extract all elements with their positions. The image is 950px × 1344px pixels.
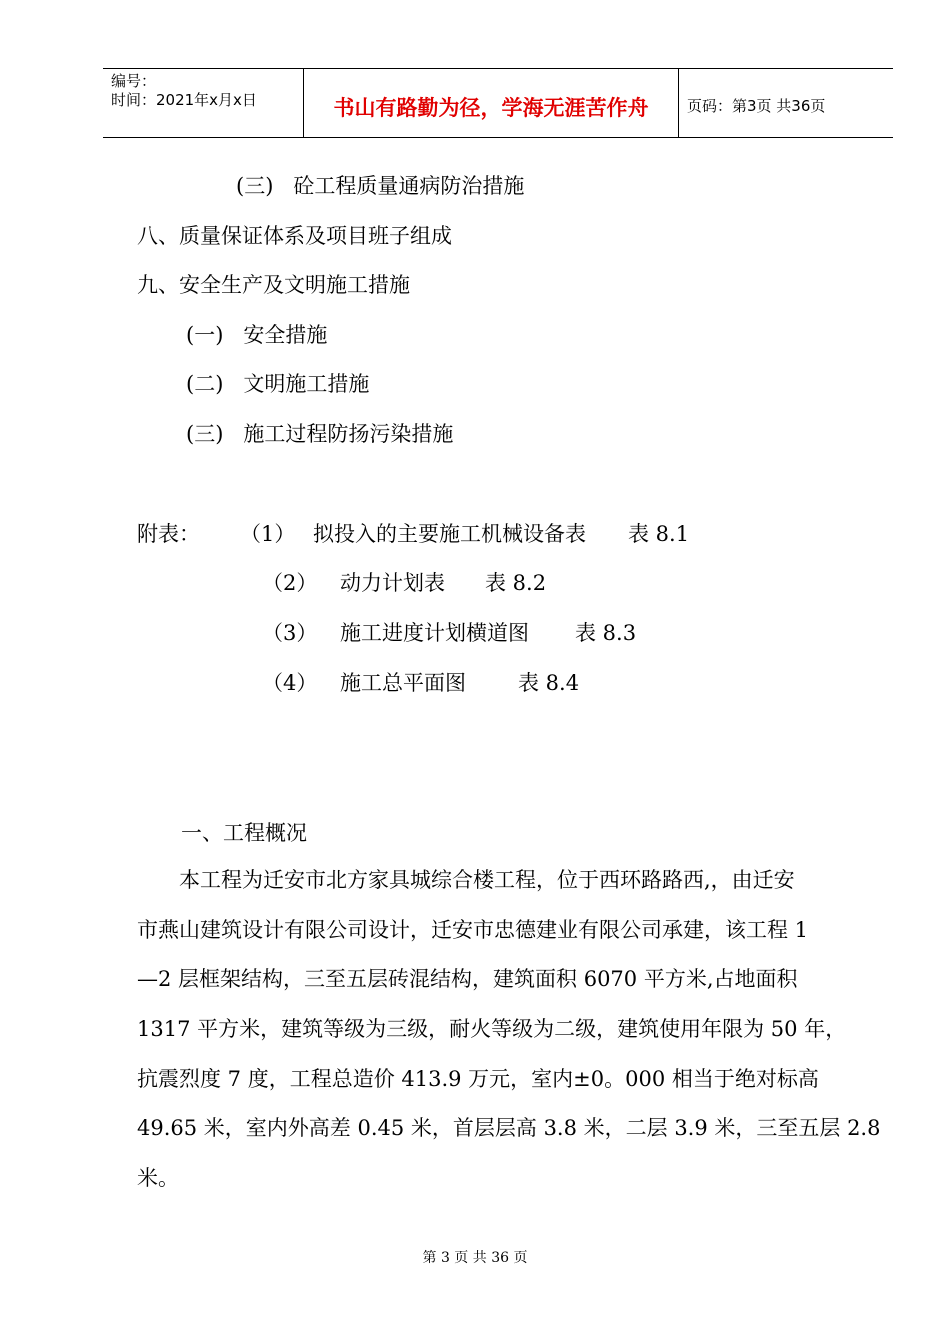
toc-num: (三) (186, 422, 224, 446)
toc-text: 施工过程防扬污染措施 (243, 422, 454, 446)
body-paragraph (137, 856, 881, 1204)
time-label: 时间：2021年x月x日 (111, 91, 257, 109)
attachments-label: 附表： (137, 522, 200, 546)
toc-text: 砼工程质量通病防治措施 (293, 174, 525, 198)
toc-item (186, 321, 327, 349)
toc-text: 文明施工措施 (243, 372, 370, 396)
toc-item (236, 172, 524, 200)
toc-text: 九、安全生产及文明施工措施 (137, 273, 410, 297)
page-header (103, 68, 893, 138)
toc-num: (二) (186, 372, 224, 396)
toc-item (186, 370, 369, 398)
paragraph-line: 本工程为迁安市北方家具城综合楼工程，位于西环路路西,，由迁安 (179, 868, 795, 892)
header-info-cell (103, 69, 304, 137)
header-motto-cell (304, 69, 679, 137)
paragraph-line: —2 层框架结构，三至五层砖混结构，建筑面积 6070 平方米,占地面积 (137, 967, 798, 992)
attachment-table: 表 8.3 (575, 621, 637, 645)
attachment-table: 表 8.1 (628, 522, 690, 546)
paragraph-line: 米。 (137, 1166, 179, 1191)
attachment-name: 拟投入的主要施工机械设备表 (313, 522, 586, 546)
attachment-num: （3） (262, 621, 318, 645)
paragraph-line: 1317 平方米，建筑等级为三级，耐火等级为二级，建筑使用年限为 50 年， (137, 1017, 847, 1042)
attachment-table: 表 8.4 (518, 671, 580, 695)
page-footer: 第 3 页 共 36 页 (422, 1250, 528, 1266)
attachment-num: （1） (240, 522, 296, 546)
toc-text: 安全措施 (243, 323, 328, 347)
toc-item (137, 271, 410, 299)
number-label: 编号： (111, 72, 157, 90)
toc-item (137, 222, 452, 250)
attachment-num: （4） (262, 671, 318, 695)
toc-num: (一) (186, 323, 224, 347)
attachment-table: 表 8.2 (485, 571, 547, 595)
attachment-num: （2） (262, 571, 318, 595)
toc-num: (三) (236, 174, 274, 198)
header-page-cell (679, 69, 893, 137)
paragraph-line: 49.65 米，室内外高差 0.45 米，首层层高 3.8 米，二层 3.9 米，三至五层 2.8 (137, 1116, 881, 1141)
paragraph-line: 市燕山建筑设计有限公司设计，迁安市忠德建业有限公司承建，该工程 1 (137, 917, 809, 942)
paragraph-line: 抗震烈度 7 度，工程总造价 413.9 万元，室内±0。000 相当于绝对标高 (137, 1066, 819, 1091)
motto: 书山有路勤为径，学海无涯苦作舟 (333, 96, 649, 120)
attachment-name: 施工进度计划横道图 (340, 621, 529, 645)
toc-text: 八、质量保证体系及项目班子组成 (137, 224, 452, 248)
section-heading: 一、工程概况 (181, 821, 307, 845)
toc-item (186, 420, 453, 448)
attachment-name: 施工总平面图 (340, 671, 466, 695)
page-label: 页码：第3页 共36页 (687, 97, 826, 115)
attachment-name: 动力计划表 (340, 571, 445, 595)
